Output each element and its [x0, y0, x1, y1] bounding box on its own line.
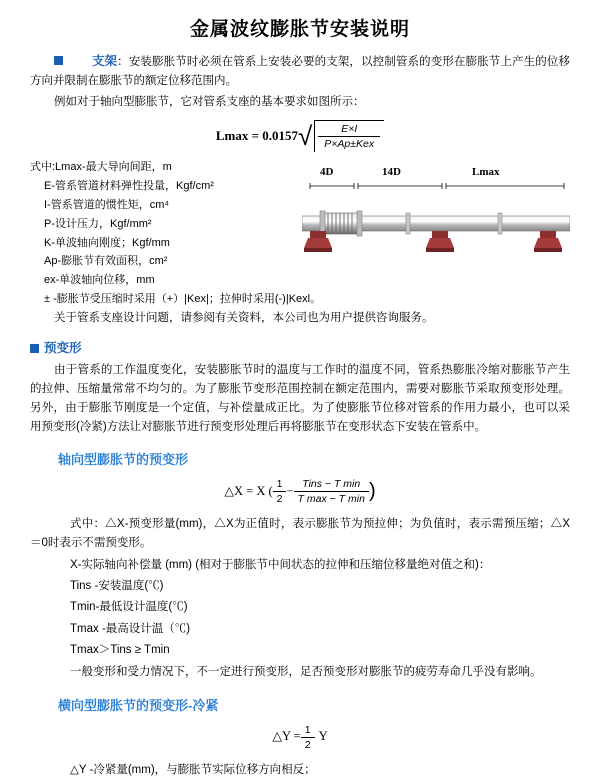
lateral-half-numerator: 1: [301, 724, 315, 738]
lateral-equation-rhs: Y: [318, 729, 328, 744]
definition-item: Tmax＞Tins ≥ Tmin: [70, 643, 170, 656]
lateral-predeform-heading: 横向型膨胀节的预变形-冷紧: [58, 697, 219, 713]
figure-label-lmax: Lmax: [472, 165, 500, 178]
formula-denominator: P×Ap±Kex: [324, 137, 375, 150]
legend-line-5: Ap-膨胀节有效面积，cm²: [44, 255, 168, 268]
lateral-equation: [30, 724, 570, 751]
ratio-denominator: T max − T min: [297, 492, 365, 505]
bracket-intro-text: 安装膨胀节时必须在管系上安装必要的支架，以控制管系的变形在膨胀节上产生的位移方向并限制在膨胀节的额定位移范围内。: [30, 56, 570, 87]
lateral-note: △Y -冷紧量(mm)，与膨胀节实际位移方向相反；: [70, 763, 316, 776]
figure-dimension-labels: [302, 166, 570, 182]
definition-item: Tmax -最高设计温（℃): [70, 622, 191, 635]
predeform-body: 由于管系的工作温度变化，安装膨胀节时的温度与工作时的温度不同，管系热膨胀冷缩对膨胀节产生的拉伸、压缩量常常不均匀的。为了膨胀节变形范围控制在额定范围内，需要对膨胀节采取预变形处理。另外，由于膨胀节刚度是一个定值，与补偿量成正比。为了使膨胀节位移对管系的作用力最小，也可以采用预变形(冷紧)方法让对膨胀节进行预变形处理后再将膨胀节在变形状态下安装在管系中。: [30, 364, 570, 433]
axial-definitions: [70, 555, 570, 661]
lmax-formula-lhs: Lmax = 0.0157: [215, 128, 299, 144]
lmax-formula-fraction: [314, 120, 384, 152]
bracket-note: 关于管系支座设计问题，请参阅有关资料，本公司也为用户提供咨询服务。: [54, 312, 434, 325]
legend-line-2: I-管系管道的惯性矩，cm⁴: [44, 198, 170, 211]
axial-equation-minus: −: [286, 483, 294, 498]
definition-item: Tins -安装温度(℃): [70, 580, 164, 593]
legend-item: [30, 252, 282, 271]
legend-item: [30, 215, 282, 234]
lateral-half-denominator: 2: [304, 738, 311, 751]
axial-equation-half: [273, 478, 287, 505]
blue-square-bullet-icon: [54, 56, 63, 65]
pipe-support-figure: [302, 166, 570, 274]
lmax-formula: [30, 120, 570, 152]
legend-item: [30, 177, 282, 196]
document-page: [0, 14, 600, 776]
legend-item: [30, 158, 282, 177]
legend-line-0: 式中:Lmax-最大导向间距，m: [30, 160, 172, 173]
half-numerator: 1: [273, 478, 287, 492]
axial-tail-note: 一般变形和受力情况下，不一定进行预变形，足否预变形对膨胀节的疲劳寿命几乎没有影响。: [70, 666, 542, 679]
bracket-heading: 支架: [92, 54, 118, 68]
symbol-legend: [30, 158, 322, 309]
axial-equation-ratio: [294, 478, 369, 505]
legend-line-1: E-管系管道材料弹性投量，Kgf/cm²: [44, 179, 214, 192]
legend-item: [30, 234, 282, 253]
predeform-heading-row: [30, 338, 570, 359]
legend-item: [30, 271, 282, 290]
definition-item: X-实际轴向补偿量 (mm) (相对于膨胀节中间状态的拉伸和压缩位移量绝对值之和)：: [70, 558, 491, 571]
legend-item: [30, 290, 322, 309]
legend-item: [30, 196, 282, 215]
bracket-example-text: 例如对于轴向型膨胀节，它对管系支座的基本要求如图所示：: [54, 95, 365, 108]
axial-predeform-heading: 轴向型膨胀节的预变形: [58, 451, 189, 467]
sqrt-icon: √: [298, 120, 313, 151]
pipe-diagram-svg: [302, 182, 570, 272]
axial-equation: [30, 478, 570, 505]
axial-note: 式中：△X-预变形量(mm)，△X为正值时，表示膨胀节为预拉伸；为负值时，表示需预压缩；△X＝0时表示不需预变形。: [30, 517, 570, 549]
page-title: 金属波纹膨胀节安装说明: [189, 19, 410, 40]
legend-line-6: ex-单波轴向位移，mm: [44, 274, 155, 287]
predeform-heading: 预变形: [44, 341, 82, 356]
ratio-numerator: Tins − T min: [294, 478, 369, 492]
lateral-equation-lhs: △Y =: [272, 729, 301, 744]
definition-item: Tmin-最低设计温度(℃): [70, 601, 188, 614]
lateral-equation-half: [301, 724, 315, 751]
legend-line-7: ± -膨胀节受压缩时采用（+）|Kex|；拉伸时采用(-)|Kexl。: [44, 293, 322, 306]
bracket-section-intro: 支架：安装膨胀节时必须在管系上安装必要的支架，以控制管系的变形在膨胀节上产生的位移方向并限制在膨胀节的额定位移范围内。: [30, 51, 570, 91]
blue-square-bullet-icon-2: [30, 344, 39, 353]
legend-line-4: K-单波轴向刚度；Kgf/mm: [44, 236, 170, 249]
figure-label-4d: 4D: [320, 165, 334, 178]
half-denominator: 2: [276, 492, 283, 505]
legend-line-3: P-设计压力，Kgf/mm²: [44, 217, 152, 230]
axial-equation-rhs: ): [368, 479, 376, 502]
legend-and-figure: [30, 158, 570, 309]
formula-numerator: E×I: [318, 123, 380, 137]
figure-label-14d: 14D: [382, 165, 401, 178]
axial-equation-lhs: △X = X (: [224, 483, 273, 498]
